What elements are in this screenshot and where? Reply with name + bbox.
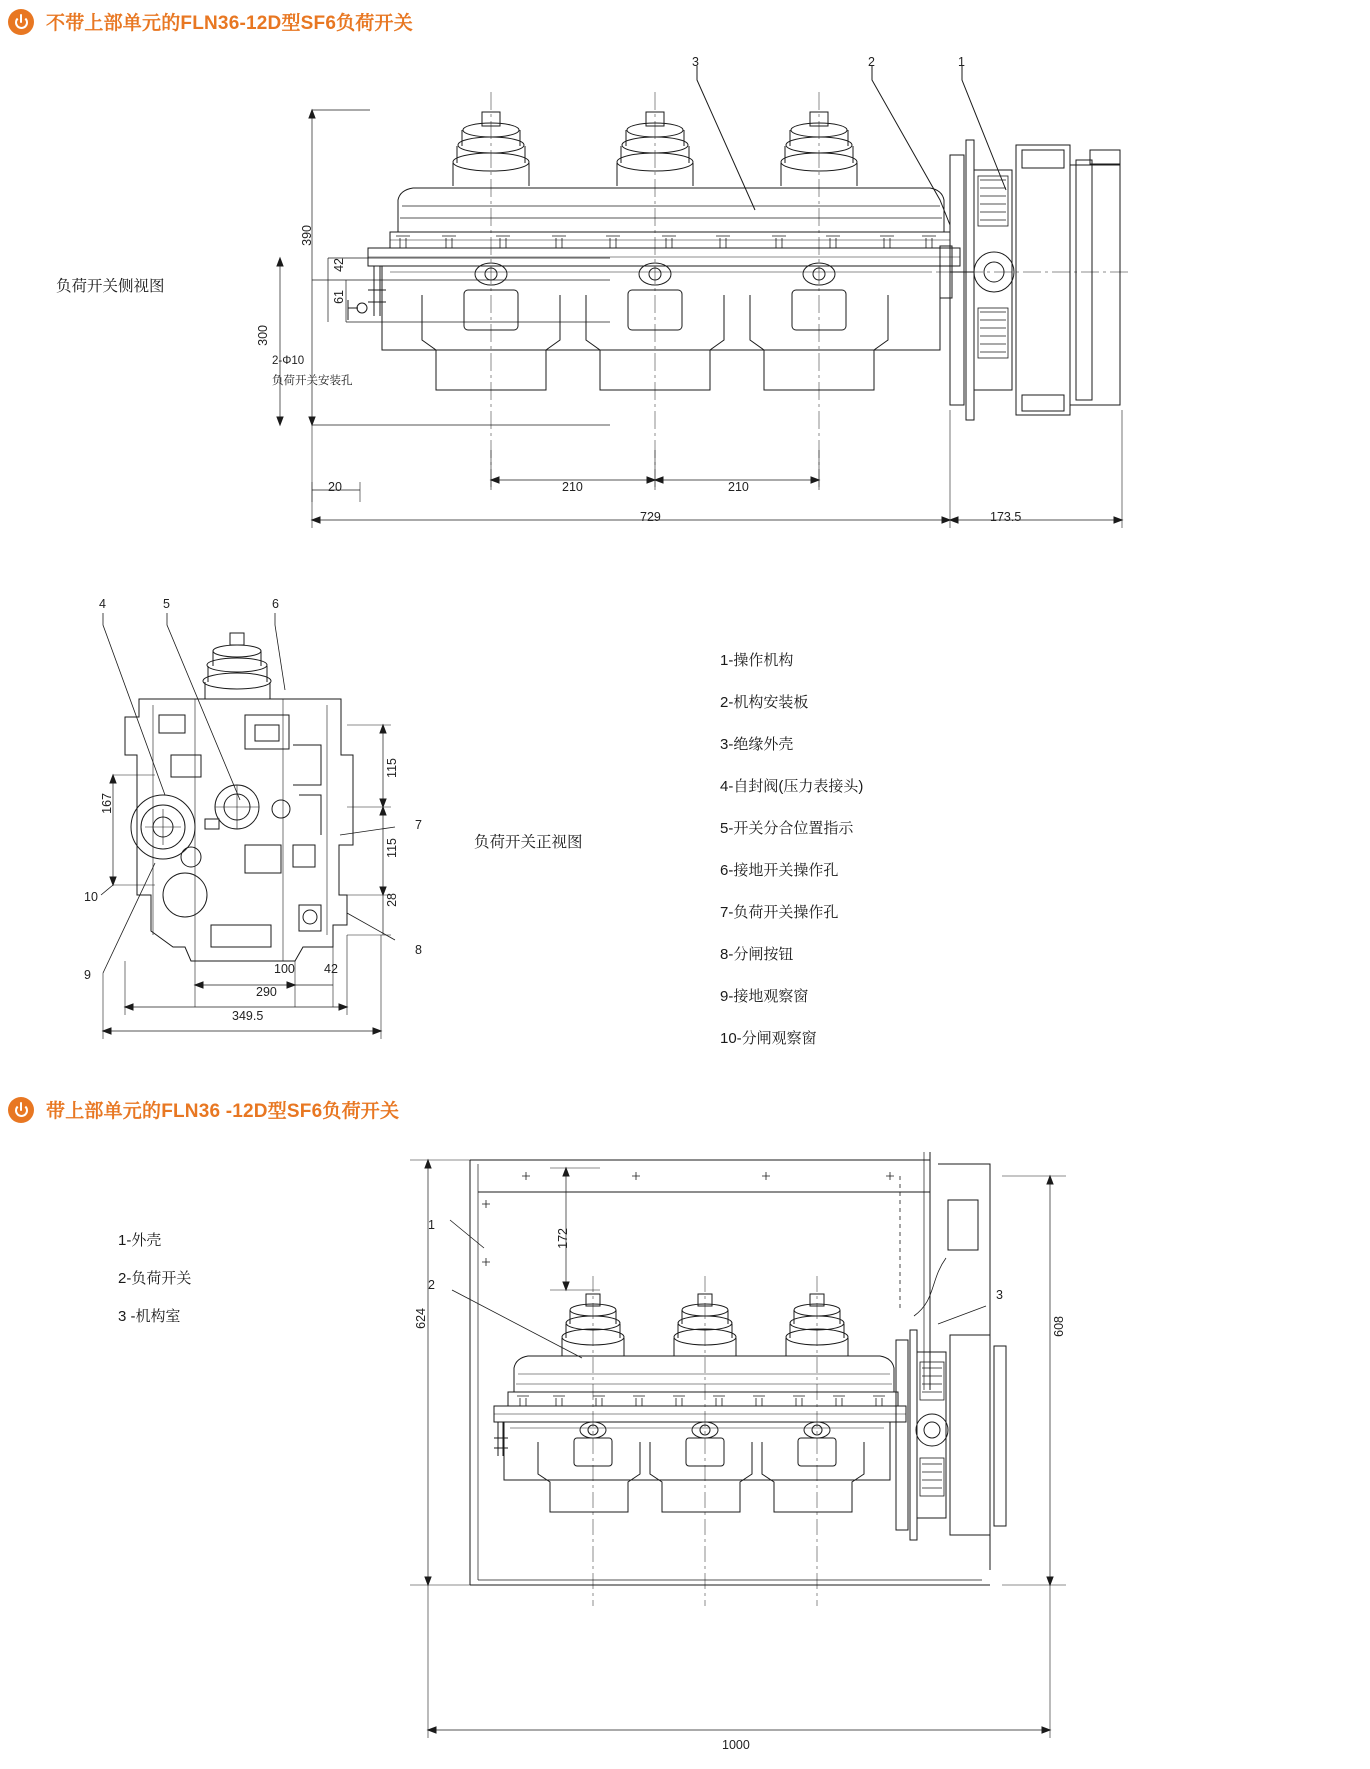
legend-item: 2-机构安装板: [720, 694, 809, 711]
callout-8: 8: [415, 943, 422, 957]
callout-7: 7: [415, 818, 422, 832]
callout-2: 2: [868, 55, 875, 69]
section-title-1: 不带上部单元的FLN36-12D型SF6负荷开关: [46, 13, 413, 34]
legend-item: 1-操作机构: [720, 652, 794, 669]
front-view-drawing: [95, 595, 455, 1045]
dim-290: 290: [256, 985, 277, 999]
dim-42: 42: [332, 258, 346, 272]
legend-second: [118, 1222, 191, 1336]
power-icon: [8, 9, 34, 35]
dim-167: 167: [100, 793, 114, 814]
dim-28: 28: [385, 893, 399, 907]
callout-1: 1: [958, 55, 965, 69]
callout-10: 10: [84, 890, 98, 904]
dim-300: 300: [256, 325, 270, 346]
callout-6: 6: [272, 597, 279, 611]
power-icon: [8, 1097, 34, 1123]
legend-item: 8-分闸按钮: [720, 946, 794, 963]
dim-390: 390: [300, 225, 314, 246]
legend-main: [720, 640, 863, 1060]
section-heading-2: [8, 1096, 399, 1123]
dim-115-b: 115: [385, 838, 399, 858]
callout-5: 5: [163, 597, 170, 611]
dim-349-5: 349.5: [232, 1009, 264, 1023]
dim-173-5: 173.5: [990, 510, 1022, 524]
legend-item: 5-开关分合位置指示: [720, 820, 854, 837]
dim-608: 608: [1052, 1316, 1066, 1337]
front-view-caption: 负荷开关正视图: [474, 834, 583, 851]
dim-100: 100: [274, 962, 295, 976]
callout-b1: 1: [428, 1218, 435, 1232]
legend-item: 9-接地观察窗: [720, 988, 809, 1005]
callout-3: 3: [692, 55, 699, 69]
section-heading-1: [8, 8, 413, 35]
dim-115-a: 115: [385, 758, 399, 778]
legend-item: 2-负荷开关: [118, 1270, 192, 1287]
legend-item: 10-分闸观察窗: [720, 1030, 817, 1047]
callout-b2: 2: [428, 1278, 435, 1292]
side-view-drawing: [250, 50, 1130, 550]
dim-61: 61: [332, 290, 346, 304]
legend-item: 3-绝缘外壳: [720, 736, 794, 753]
legend-item: 6-接地开关操作孔: [720, 862, 839, 879]
dim-1000: 1000: [722, 1738, 750, 1752]
dim-210-a: 210: [562, 480, 583, 494]
dim-729: 729: [640, 510, 661, 524]
callout-b3: 3: [996, 1288, 1003, 1302]
callout-4: 4: [99, 597, 106, 611]
hole-note-line1: 2-Φ10: [272, 355, 305, 367]
section-title-2: 带上部单元的FLN36 -12D型SF6负荷开关: [46, 1101, 400, 1122]
dim-172: 172: [556, 1228, 570, 1249]
callout-9: 9: [84, 968, 91, 982]
legend-item: 4-自封阀(压力表接头): [720, 778, 864, 795]
side-view-caption: 负荷开关侧视图: [56, 278, 165, 295]
dim-210-b: 210: [728, 480, 749, 494]
legend-item: 1-外壳: [118, 1232, 162, 1249]
dim-20: 20: [328, 480, 342, 494]
dim-42: 42: [324, 962, 338, 976]
dim-624: 624: [414, 1308, 428, 1329]
legend-item: 7-负荷开关操作孔: [720, 904, 839, 921]
bottom-view-drawing: [390, 1140, 1090, 1760]
legend-item: 3 -机构室: [118, 1308, 181, 1325]
hole-note-line2: 负荷开关安装孔: [272, 375, 353, 387]
